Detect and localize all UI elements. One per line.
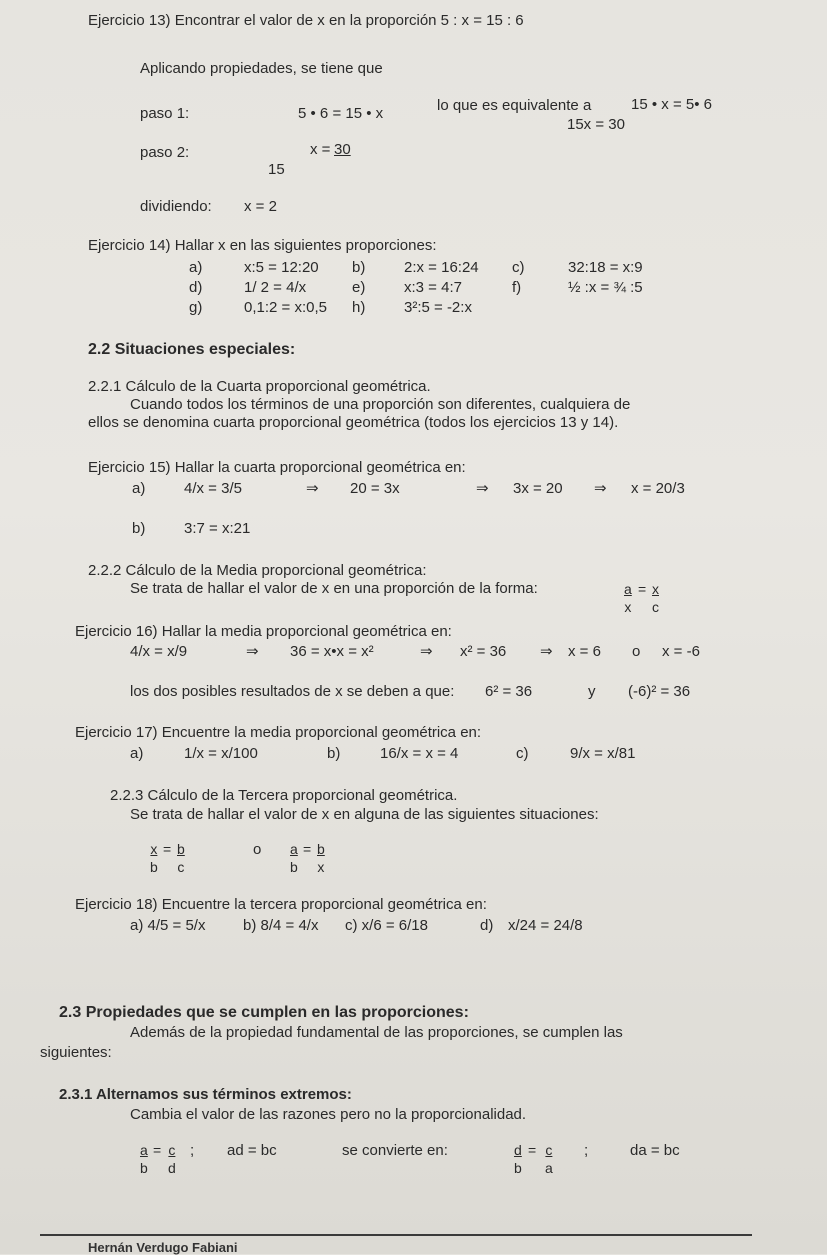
alt-form-2-frac-2: $\frac{c}{a}$ — [545, 1142, 553, 1176]
ex13-paso1-eq: 5 • 6 = 15 • x — [298, 105, 384, 122]
ex15-arrow-2: ⇒ — [476, 480, 489, 497]
footer-divider — [40, 1234, 752, 1236]
section-2-2-1-title: 2.2.1 Cálculo de la Cuarta proporcional geométrica. — [88, 378, 431, 395]
ex16-e3: x² = 36 — [460, 643, 507, 660]
alt-form-1-frac-1: $\frac{a}{b}$ — [140, 1142, 148, 1176]
ex13-paso1-label: paso 1: — [140, 105, 190, 122]
tercera-form-1-frac-2: $\frac{b}{c}$ — [177, 841, 185, 875]
ex16-e1: 4/x = x/9 — [130, 643, 188, 660]
ex13-div-label: dividiendo: — [140, 198, 212, 215]
ex17-c: 9/x = x/81 — [570, 745, 636, 762]
alt-prod-2: da = bc — [630, 1142, 680, 1159]
section-2-3-1-p1: Cambia el valor de las razones pero no la proporcionalidad. — [130, 1106, 527, 1123]
alt-form-1-eq: = — [153, 1142, 162, 1158]
ex16-and: y — [588, 683, 596, 700]
ex18-title: Ejercicio 18) Encuentre la tercera proporcional geométrica en: — [75, 896, 487, 913]
tercera-form-1-frac-1: $\frac{x}{b}$ — [150, 841, 158, 875]
section-2-2-3-title: 2.2.3 Cálculo de la Tercera proporcional geométrica. — [110, 787, 458, 804]
alt-form-2-eq: = — [528, 1142, 537, 1158]
ex17-a-label: a) — [130, 745, 144, 762]
ex14-g-label: g) — [189, 299, 203, 316]
ex13-paso1-note: lo que es equivalente a — [437, 97, 592, 114]
ex16-arrow-2: ⇒ — [420, 643, 433, 660]
ex14-d-label: d) — [189, 279, 203, 296]
ex16-arrow-3: ⇒ — [540, 643, 553, 660]
ex16-e4: x = 6 — [568, 643, 601, 660]
ex14-e-label: e) — [352, 279, 366, 296]
ex14-f: ½ :x = ¾ :5 — [568, 279, 643, 296]
ex15-a3: 3x = 20 — [513, 480, 563, 497]
alt-form-2-semicolon: ; — [584, 1142, 589, 1159]
ex14-h-label: h) — [352, 299, 366, 316]
ex17-title: Ejercicio 17) Encuentre la media proporcional geométrica en: — [75, 724, 482, 741]
ex13-intro: Aplicando propiedades, se tiene que — [140, 60, 383, 77]
alt-form-1-frac-2: $\frac{c}{d}$ — [168, 1142, 176, 1176]
section-2-3-p2: siguientes: — [40, 1044, 112, 1061]
section-2-2-1-p1: Cuando todos los términos de una proporción son diferentes, cualquiera de — [130, 396, 631, 413]
tercera-form-2-eq: = — [303, 841, 312, 857]
tercera-form-2-frac-1: $\frac{a}{b}$ — [290, 841, 298, 875]
section-2-2-2-title: 2.2.2 Cálculo de la Media proporcional geométrica: — [88, 562, 427, 579]
ex16-n1: 6² = 36 — [485, 683, 533, 700]
ex13-paso1-equiv2: 15x = 30 — [567, 116, 625, 133]
ex15-a-label: a) — [132, 480, 146, 497]
ex14-a: x:5 = 12:20 — [244, 259, 319, 276]
section-2-3-title: 2.3 Propiedades que se cumplen en las proporciones: — [59, 1004, 469, 1021]
alt-note: se convierte en: — [342, 1142, 448, 1159]
alt-form-2-frac-1: $\frac{d}{b}$ — [514, 1142, 522, 1176]
ex15-a4: x = 20/3 — [631, 480, 685, 497]
ex15-arrow-1: ⇒ — [306, 480, 319, 497]
ex15-b-label: b) — [132, 520, 146, 537]
ex15-arrow-3: ⇒ — [594, 480, 607, 497]
ex14-b-label: b) — [352, 259, 366, 276]
ex14-c-label: c) — [512, 259, 525, 276]
footer-author: Hernán Verdugo Fabiani — [88, 1240, 238, 1255]
tercera-form-1-eq: = — [163, 841, 172, 857]
ex18-d: x/24 = 24/8 — [508, 917, 583, 934]
section-2-3-p1: Además de la propiedad fundamental de las proporciones, se cumplen las — [130, 1024, 623, 1041]
ex18-b: b) 8/4 = 4/x — [243, 917, 319, 934]
ex18-a: a) 4/5 = 5/x — [130, 917, 206, 934]
ex15-a2: 20 = 3x — [350, 480, 400, 497]
ex14-g: 0,1:2 = x:0,5 — [244, 299, 327, 316]
tercera-form-2-frac-2: $\frac{b}{x}$ — [317, 841, 325, 875]
ex14-title: Ejercicio 14) Hallar x en las siguientes proporciones: — [88, 237, 437, 254]
media-form-frac-1: $\frac{a}{x}$ — [624, 581, 632, 615]
ex17-b-label: b) — [327, 745, 341, 762]
ex14-a-label: a) — [189, 259, 203, 276]
ex17-c-label: c) — [516, 745, 529, 762]
ex15-title: Ejercicio 15) Hallar la cuarta proporcional geométrica en: — [88, 459, 466, 476]
section-2-2-3-p1: Se trata de hallar el valor de x en alguna de las siguientes situaciones: — [130, 806, 599, 823]
ex16-title: Ejercicio 16) Hallar la media proporcional geométrica en: — [75, 623, 452, 640]
ex15-b1: 3:7 = x:21 — [184, 520, 251, 537]
media-form-eq: = — [638, 581, 647, 597]
ex13-paso2-num: 30 — [334, 141, 351, 158]
section-2-2-2-p1: Se trata de hallar el valor de x en una proporción de la forma: — [130, 580, 538, 597]
media-form-frac-2: $\frac{x}{c}$ — [652, 581, 659, 615]
ex15-a1: 4/x = 3/5 — [184, 480, 242, 497]
ex16-arrow-1: ⇒ — [246, 643, 259, 660]
ex17-a: 1/x = x/100 — [184, 745, 258, 762]
tercera-forms-or: o — [253, 841, 262, 858]
ex16-or: o — [632, 643, 641, 660]
ex14-h: 3²:5 = -2:x — [404, 299, 472, 316]
section-2-2-title: 2.2 Situaciones especiales: — [88, 341, 296, 358]
section-2-2-1-p2: ellos se denomina cuarta proporcional geométrica (todos los ejercicios 13 y 14). — [88, 414, 619, 431]
ex18-d-label: d) — [480, 917, 494, 934]
alt-prod-1: ad = bc — [227, 1142, 277, 1159]
ex13-paso2-lhs: x = — [310, 141, 331, 158]
ex17-b: 16/x = x = 4 — [380, 745, 459, 762]
ex14-b: 2:x = 16:24 — [404, 259, 479, 276]
ex13-paso2-label: paso 2: — [140, 144, 190, 161]
ex16-e5: x = -6 — [662, 643, 700, 660]
ex13-div-eq: x = 2 — [244, 198, 277, 215]
ex14-c: 32:18 = x:9 — [568, 259, 643, 276]
ex16-n2: (-6)² = 36 — [628, 683, 691, 700]
ex18-c: c) x/6 = 6/18 — [345, 917, 428, 934]
ex13-paso1-equiv1: 15 • x = 5• 6 — [631, 96, 712, 113]
ex16-note: los dos posibles resultados de x se deben a que: — [130, 683, 455, 700]
alt-form-1-semicolon: ; — [190, 1142, 195, 1159]
ex13-title: Ejercicio 13) Encontrar el valor de x en la proporción 5 : x = 15 : 6 — [88, 12, 524, 29]
ex13-paso2-den: 15 — [268, 161, 285, 178]
section-2-3-1-title: 2.3.1 Alternamos sus términos extremos: — [59, 1086, 352, 1103]
ex16-e2: 36 = x•x = x² — [290, 643, 374, 660]
ex14-e: x:3 = 4:7 — [404, 279, 462, 296]
ex14-f-label: f) — [512, 279, 522, 296]
ex14-d: 1/ 2 = 4/x — [244, 279, 307, 296]
